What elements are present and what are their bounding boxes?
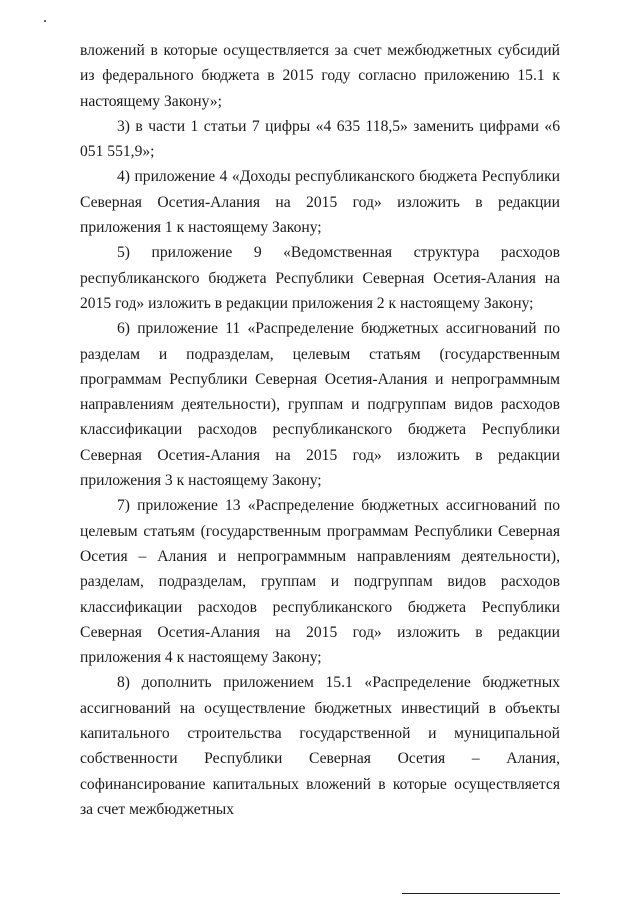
paragraph-item-3: 3) в части 1 статьи 7 цифры «4 635 118,5» заменить цифрами «6 051 551,9»;: [80, 117, 560, 161]
document-body: [80, 38, 560, 822]
paragraph-item-7: 7) приложение 13 «Распределение бюджетных ассигнований по целевым статьям (государственным программам Республики Северная Осетия – Алания и непрограммным направлениям деятельности), разделам, подразделам, группам и подгруппам видов расходов классификации расходов республиканского бюджета Республики Северная Осетия-Алания на 2015 год» изложить в редакции приложения 4 к настоящему Закону;: [80, 497, 560, 667]
footer-rule: [402, 893, 560, 894]
paragraph-continuation: вложений в которые осуществляется за счет межбюджетных субсидий из федерального бюджета в 2015 году согласно приложению 15.1 к настоящему Закону»;: [80, 42, 560, 110]
paragraph-item-8: 8) дополнить приложением 15.1 «Распределение бюджетных ассигнований на осуществление бюджетных инвестиций в объекты капитального строительства государственной и муниципальной собственности Республики Северная Осетия – Алания, софинансирование капитальных вложений в которые осуществляется за счет межбюджетных: [80, 674, 560, 818]
paragraph-item-4: 4) приложение 4 «Доходы республиканского бюджета Республики Северная Осетия-Алания на 2015 год» изложить в редакции приложения 1 к настоящему Закону;: [80, 168, 560, 237]
scan-speck: [44, 20, 46, 22]
paragraph-item-6: 6) приложение 11 «Распределение бюджетных ассигнований по разделам и подразделам, целевым статьям (государственным программам Республики Северная Осетия-Алания и непрограммным направлениям деятельности), группам и подгруппам видов расходов классификации расходов республиканского бюджета Республики Северная Осетия-Алания на 2015 год» изложить в редакции приложения 3 к настоящему Закону;: [80, 320, 560, 490]
paragraph-item-5: 5) приложение 9 «Ведомственная структура расходов республиканского бюджета Республики Северная Осетия-Алания на 2015 год» изложить в редакции приложения 2 к настоящему Закону;: [80, 244, 560, 312]
